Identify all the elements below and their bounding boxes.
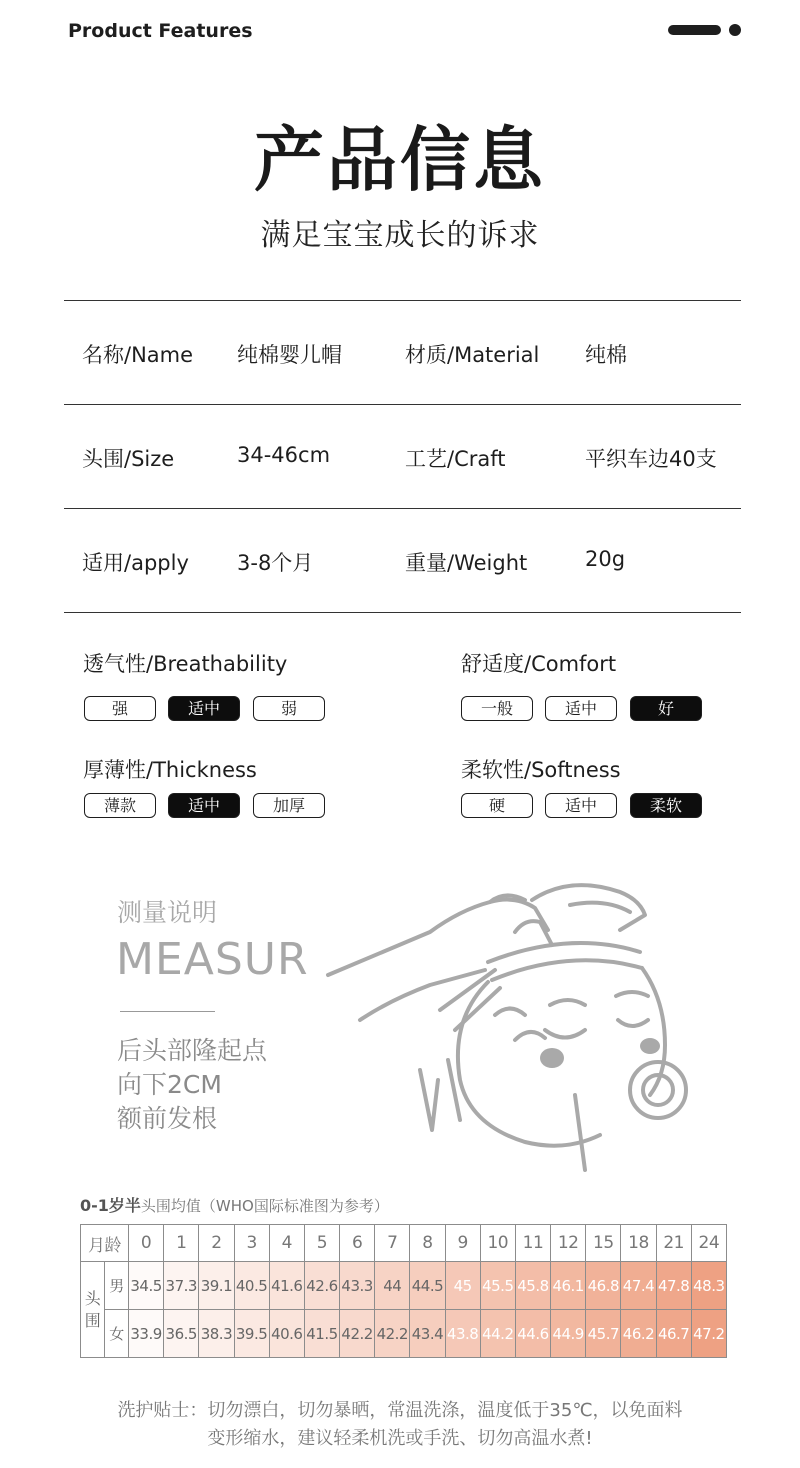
option-pill: 适中 [545,696,617,721]
age-header-cell: 12 [551,1225,586,1262]
value-cell: 47.4 [621,1262,656,1310]
value-cell: 42.2 [375,1310,410,1358]
value-cell: 33.9 [129,1310,164,1358]
age-header-cell: 0 [129,1225,164,1262]
option-pill: 柔软 [630,793,702,818]
table-row [81,1262,727,1310]
care-note-line: 洗护贴士：切勿漂白，切勿暴晒，常温洗涤，温度低于35℃，以免面料 [117,1400,683,1421]
value-cell: 45.5 [480,1262,515,1310]
gender-label-cell: 女 [105,1310,129,1358]
age-header-cell: 24 [691,1225,726,1262]
option-pill: 硬 [461,793,533,818]
decorative-pill [668,25,721,35]
age-header-cell: 8 [410,1225,445,1262]
value-cell: 44.9 [551,1310,586,1358]
value-cell: 40.6 [269,1310,304,1358]
age-header-cell: 15 [586,1225,621,1262]
option-pill: 适中 [168,696,240,721]
value-cell: 46.2 [621,1310,656,1358]
value-cell: 39.5 [234,1310,269,1358]
info-label: 名称/Name [82,343,194,367]
table-side-label: 头围 [81,1262,105,1358]
info-row [64,404,741,508]
table-corner-label: 月龄 [81,1225,129,1262]
care-note-line: 变形缩水，建议轻柔机洗或手洗、切勿高温水煮! [207,1428,593,1449]
value-cell: 41.5 [304,1310,339,1358]
value-cell: 46.8 [586,1262,621,1310]
age-header-cell: 1 [164,1225,199,1262]
who-table-caption [80,1193,389,1216]
option-pill: 加厚 [253,793,325,818]
decorative-dot [729,24,741,36]
attribute-label-breathability: 透气性/Breathability [83,652,288,676]
info-value: 34-46cm [237,443,331,467]
info-label: 重量/Weight [405,551,528,575]
measure-title-en: MEASUR [116,934,309,985]
option-pill: 一般 [461,696,533,721]
measure-step: 后头部隆起点 [117,1036,268,1065]
age-header-cell: 2 [199,1225,234,1262]
option-pill: 薄款 [84,793,156,818]
info-value: 平织车边40支 [585,447,717,471]
value-cell: 43.4 [410,1310,445,1358]
info-label: 材质/Material [405,343,540,367]
info-value: 纯棉 [585,343,627,367]
measure-title-cn: 测量说明 [117,898,218,927]
value-cell: 41.6 [269,1262,304,1310]
info-value: 20g [585,547,626,571]
attribute-label-softness: 柔软性/Softness [461,758,621,782]
header-title: Product Features [68,20,253,42]
value-cell: 34.5 [129,1262,164,1310]
info-label: 头围/Size [82,447,175,471]
value-cell: 43.8 [445,1310,480,1358]
measure-step: 额前发根 [117,1104,218,1133]
value-cell: 44.6 [515,1310,550,1358]
baby-head-measuring-illustration [320,870,720,1180]
page-title: 产品信息 [254,119,546,201]
info-label: 工艺/Craft [405,447,506,471]
value-cell: 36.5 [164,1310,199,1358]
attribute-label-thickness: 厚薄性/Thickness [83,758,257,782]
caption-age-range: 0-1岁半 [80,1196,141,1215]
info-row [64,300,741,404]
value-cell: 45 [445,1262,480,1310]
option-pill: 适中 [545,793,617,818]
head-circumference-table [80,1224,727,1358]
age-header-cell: 10 [480,1225,515,1262]
value-cell: 39.1 [199,1262,234,1310]
value-cell: 44.5 [410,1262,445,1310]
product-info-table [64,300,741,613]
age-header-cell: 18 [621,1225,656,1262]
age-header-cell: 5 [304,1225,339,1262]
value-cell: 42.2 [340,1310,375,1358]
value-cell: 47.2 [691,1310,726,1358]
option-pill: 强 [84,696,156,721]
info-label: 适用/apply [82,551,189,575]
info-value: 纯棉婴儿帽 [237,343,342,367]
option-pill: 好 [630,696,702,721]
option-pill: 适中 [168,793,240,818]
attribute-label-comfort: 舒适度/Comfort [461,652,617,676]
age-header-cell: 7 [375,1225,410,1262]
info-value: 3-8个月 [237,551,314,575]
age-header-cell: 4 [269,1225,304,1262]
value-cell: 48.3 [691,1262,726,1310]
option-pill: 弱 [253,696,325,721]
age-header-cell: 11 [515,1225,550,1262]
age-header-cell: 6 [340,1225,375,1262]
measure-step: 向下2CM [117,1070,222,1099]
value-cell: 44.2 [480,1310,515,1358]
age-header-cell: 9 [445,1225,480,1262]
table-row [81,1310,727,1358]
value-cell: 46.1 [551,1262,586,1310]
age-header-cell: 3 [234,1225,269,1262]
divider [120,1011,215,1012]
age-header-cell: 21 [656,1225,691,1262]
value-cell: 43.3 [340,1262,375,1310]
gender-label-cell: 男 [105,1262,129,1310]
value-cell: 47.8 [656,1262,691,1310]
value-cell: 45.8 [515,1262,550,1310]
value-cell: 38.3 [199,1310,234,1358]
page-subtitle: 满足宝宝成长的诉求 [260,218,540,253]
caption-description: 头围均值（WHO国际标准图为参考） [140,1197,389,1215]
table-header-row [81,1225,727,1262]
value-cell: 40.5 [234,1262,269,1310]
value-cell: 44 [375,1262,410,1310]
value-cell: 37.3 [164,1262,199,1310]
info-row [64,508,741,613]
value-cell: 46.7 [656,1310,691,1358]
value-cell: 42.6 [304,1262,339,1310]
value-cell: 45.7 [586,1310,621,1358]
